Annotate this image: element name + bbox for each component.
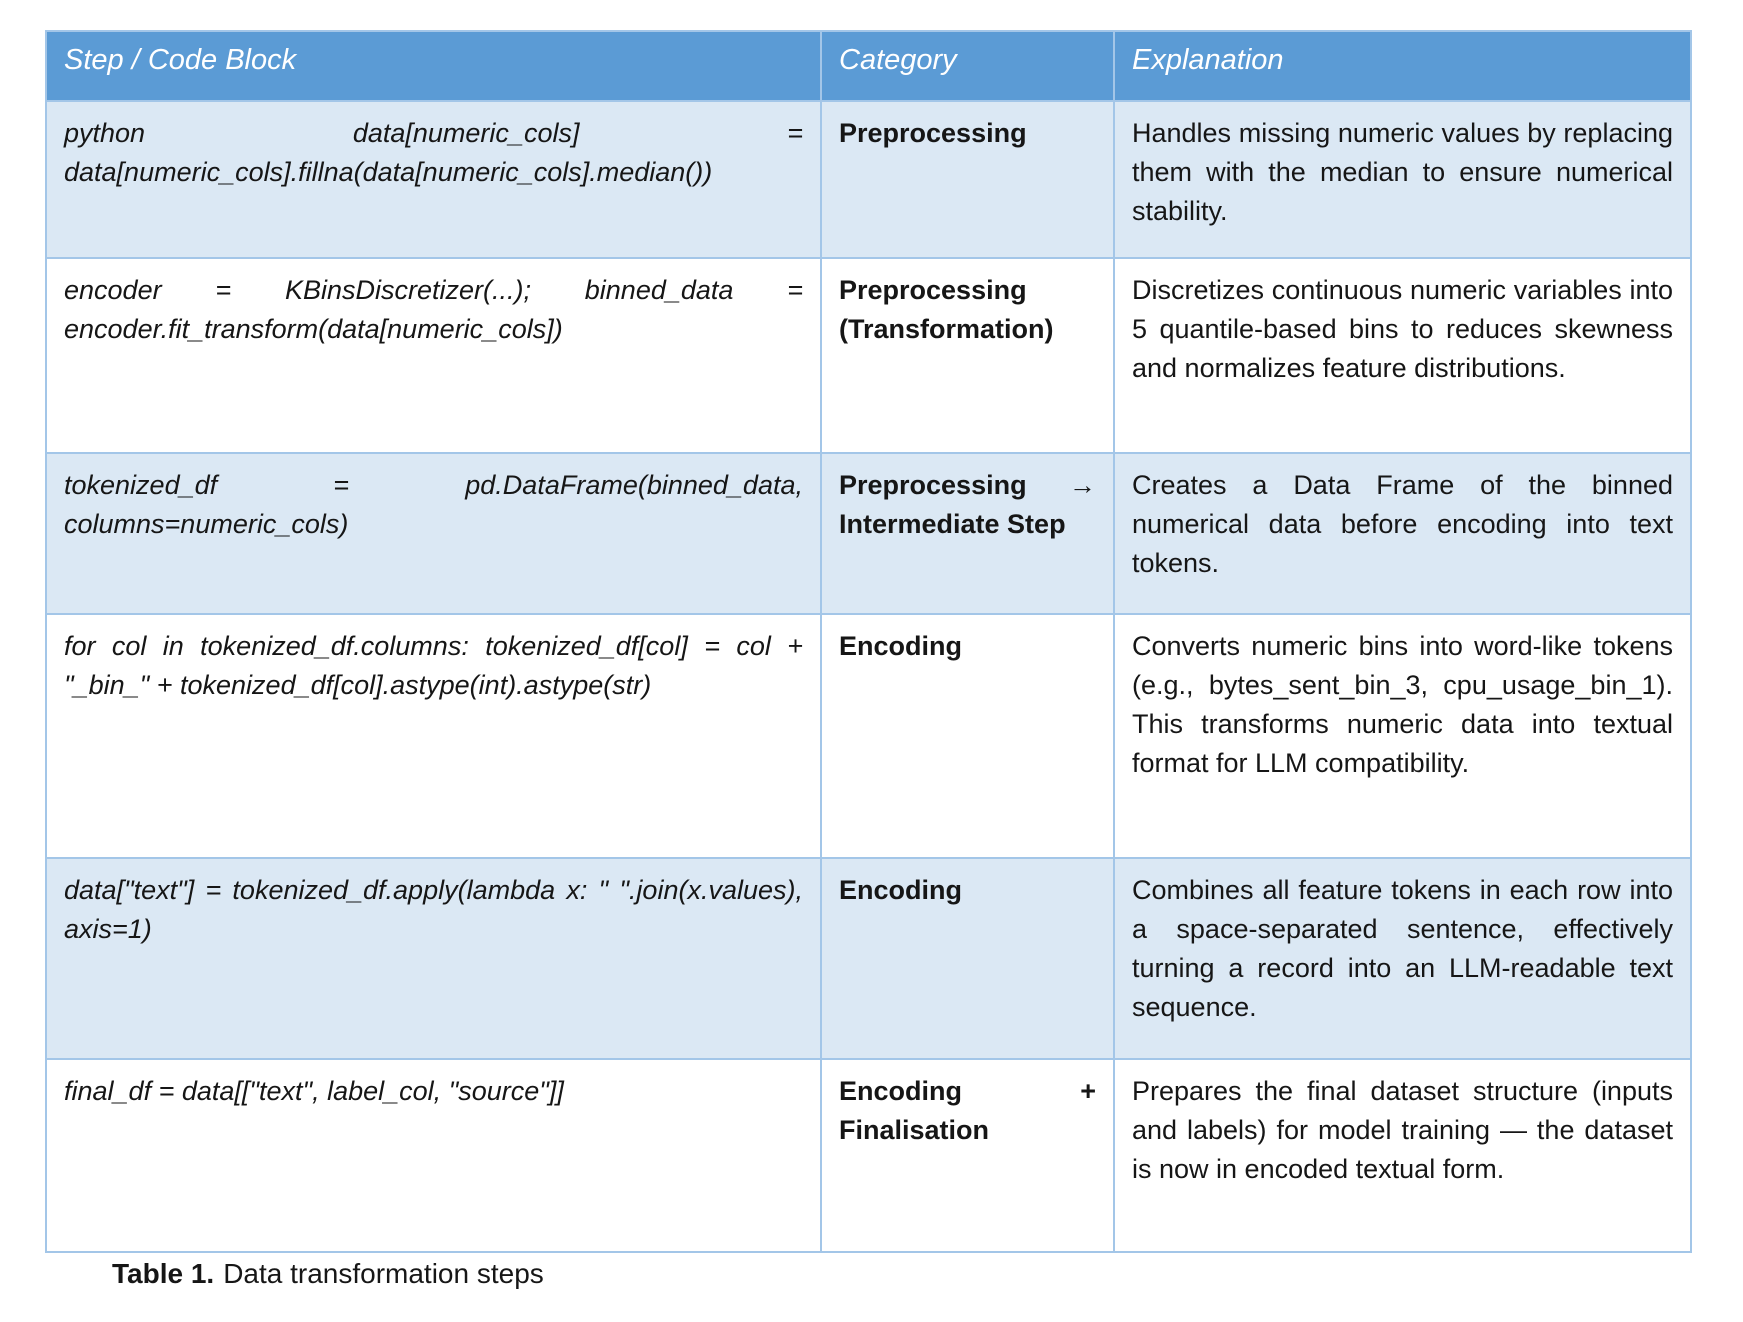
table-caption-text: Data transformation steps (223, 1258, 544, 1289)
table-row (46, 453, 1691, 614)
data-transformation-table (45, 30, 1692, 1253)
explanation-cell: Prepares the final dataset structure (inputs and labels) for model training — the dataset is now in encoded textual form. (1114, 1059, 1691, 1252)
table-body (46, 101, 1691, 1252)
code-cell: data["text"] = tokenized_df.apply(lambda x: " ".join(x.values), axis=1) (46, 858, 821, 1059)
header-row (46, 31, 1691, 101)
table-caption-label: Table 1. (112, 1258, 215, 1289)
category-cell: Encoding (821, 614, 1114, 858)
explanation-cell: Creates a Data Frame of the binned numerical data before encoding into text tokens. (1114, 453, 1691, 614)
table-caption (112, 1258, 544, 1290)
category-cell: Encoding + Finalisation (821, 1059, 1114, 1252)
category-cell: Preprocessing → Intermediate Step (821, 453, 1114, 614)
code-cell: tokenized_df = pd.DataFrame(binned_data, columns=numeric_cols) (46, 453, 821, 614)
table-header (46, 31, 1691, 101)
explanation-cell: Handles missing numeric values by replacing them with the median to ensure numerical stability. (1114, 101, 1691, 258)
table-row (46, 1059, 1691, 1252)
table-row (46, 614, 1691, 858)
table-row (46, 258, 1691, 453)
header-step-code-block: Step / Code Block (46, 31, 821, 101)
explanation-cell: Converts numeric bins into word-like tokens (e.g., bytes_sent_bin_3, cpu_usage_bin_1). This transforms numeric data into textual format for LLM compatibility. (1114, 614, 1691, 858)
header-category: Category (821, 31, 1114, 101)
explanation-cell: Combines all feature tokens in each row into a space-separated sentence, effectively turning a record into an LLM-readable text sequence. (1114, 858, 1691, 1059)
code-cell: encoder = KBinsDiscretizer(...); binned_data = encoder.fit_transform(data[numeric_cols]) (46, 258, 821, 453)
category-cell: Encoding (821, 858, 1114, 1059)
category-cell: Preprocessing (821, 101, 1114, 258)
table-row (46, 101, 1691, 258)
code-cell: python data[numeric_cols] = data[numeric_cols].fillna(data[numeric_cols].median()) (46, 101, 821, 258)
header-explanation: Explanation (1114, 31, 1691, 101)
explanation-cell: Discretizes continuous numeric variables into 5 quantile-based bins to reduces skewness and normalizes feature distributions. (1114, 258, 1691, 453)
table-row (46, 858, 1691, 1059)
code-cell: final_df = data[["text", label_col, "source"]] (46, 1059, 821, 1252)
category-cell: Preprocessing (Transformation) (821, 258, 1114, 453)
code-cell: for col in tokenized_df.columns: tokenized_df[col] = col + "_bin_" + tokenized_df[col].astype(int).astype(str) (46, 614, 821, 858)
